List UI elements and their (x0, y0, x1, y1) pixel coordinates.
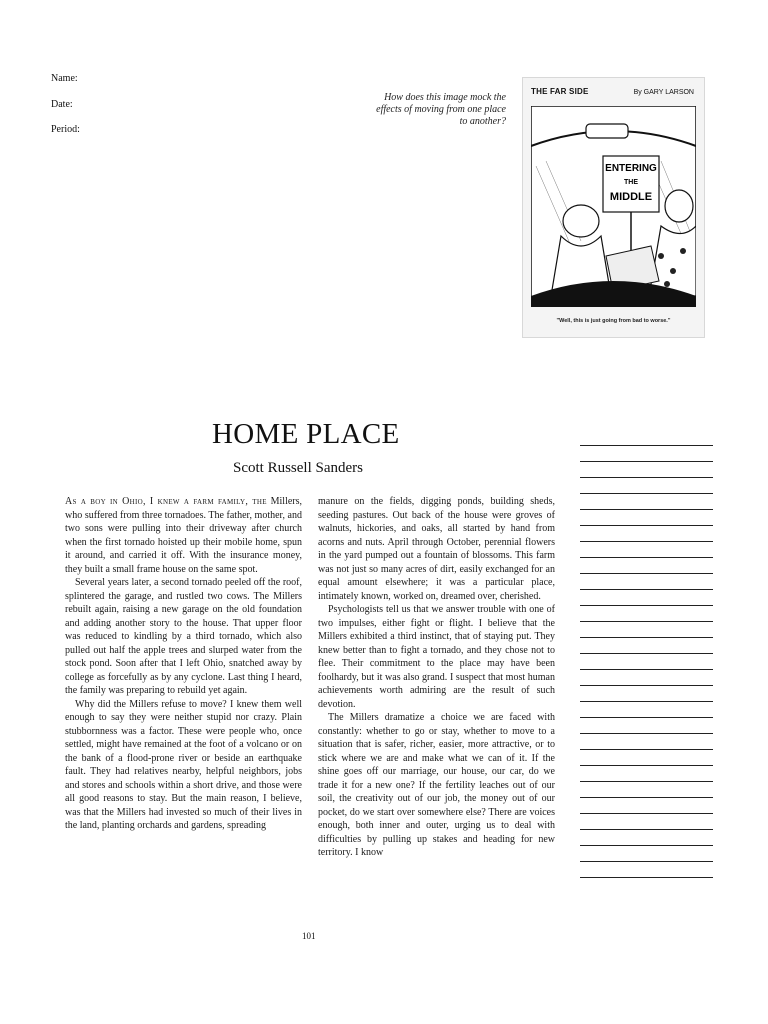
answer-line[interactable] (580, 446, 713, 462)
answer-line[interactable] (580, 606, 713, 622)
answer-line[interactable] (580, 814, 713, 830)
answer-line[interactable] (580, 622, 713, 638)
answer-line[interactable] (580, 734, 713, 750)
answer-line[interactable] (580, 830, 713, 846)
cartoon-caption: "Well, this is just going from bad to worse." (556, 318, 671, 324)
answer-line[interactable] (580, 654, 713, 670)
sign-line-1: ENTERING (605, 163, 657, 174)
article-author: Scott Russell Sanders (233, 460, 363, 476)
answer-line[interactable] (580, 526, 713, 542)
answer-line[interactable] (580, 686, 713, 702)
answer-line[interactable] (580, 590, 713, 606)
cartoon (522, 77, 705, 338)
paragraph: Several years later, a second tornado peeled off the roof, splintered the garage, and rustled two cows. The Millers rebuilt again, raising a new garage on the old foundation and adding another story to the house. That upper floor was reduced to kindling by a third tornado, which also pulled out half the apple trees and slurped water from the stock pond. Soon after that I left Ohio, snatched away by college as forcefully as by any cyclone. Last thing I heard, the family was preparing to rebuild yet again. (65, 577, 302, 696)
answer-line[interactable] (580, 862, 713, 878)
period-label: Period: (51, 124, 80, 135)
answer-line[interactable] (580, 430, 713, 446)
name-label: Name: (51, 73, 78, 84)
page-number: 101 (302, 931, 316, 941)
answer-line[interactable] (580, 670, 713, 686)
answer-line[interactable] (580, 718, 713, 734)
answer-line[interactable] (580, 462, 713, 478)
paragraph: The Millers dramatize a choice we are faced with constantly: whether to go or stay, whether to move to a situation that is safer, richer, easier, more attractive, or to stick where we are and make what we can of it. If the shine goes off our marriage, our house, our car, do we trade it for a new one? If the fertility leaches out of our soil, the creativity out of our job, the money out of our pocket, do we start over somewhere else? There are voices enough, both inner and outer, urging us to deal with difficulties by pulling up stakes and heading for new territory. I know (318, 712, 555, 858)
opening-small-caps: As a boy in Ohio, I knew a farm family, the (65, 496, 267, 507)
article-column-right (318, 495, 555, 860)
answer-line[interactable] (580, 574, 713, 590)
answer-line[interactable] (580, 510, 713, 526)
answer-line[interactable] (580, 542, 713, 558)
paragraph: Psychologists tell us that we answer trouble with one of two impulses, either fight or flight. I believe that the Millers exhibited a third instinct, that of staying put. They knew better than to fight a tornado, and they chose not to flee. Their commitment to the place may have been foolhardy, but it was also grand. I suspect that most human achievements worth admiring are the result of such devotion. (318, 604, 555, 710)
paragraph (65, 495, 302, 576)
cartoon-illustration (531, 106, 696, 307)
image-question: How does this image mock the effects of moving from one place to another? (376, 92, 506, 127)
answer-line[interactable] (580, 766, 713, 782)
article-title: HOME PLACE (212, 418, 400, 450)
answer-line[interactable] (580, 638, 713, 654)
article-column-left (65, 495, 302, 833)
date-label: Date: (51, 99, 73, 110)
answer-line[interactable] (580, 558, 713, 574)
answer-line[interactable] (580, 494, 713, 510)
paragraph: manure on the fields, digging ponds, building sheds, seeding pastures. Out back of the house were groves of walnuts, hickories, and oaks, all started by hand from acorns and nuts. April through October, perennial flowers in the yard pumped out a fountain of blossoms. This farm was not just so many acres of dirt, easily exchanged for an equal amount elsewhere; it was a particular place, intimately known, worked on, dreamed over, cherished. (318, 496, 555, 602)
paragraph: Why did the Millers refuse to move? I knew them well enough to say they were neither stupid nor crazy. Plain stubbornness was a factor. These were people who, once settled, might have remained at the foot of a volcano or on the bank of a flood-prone river or beside an earthquake fault. They had relatives nearby, helpful neighbors, jobs and stores and schools within a short drive, and those were all good reasons to stay. But the main reason, I believe, was that the Millers had invested so much of their lives in the land, planting orchards and gardens, spreading (65, 698, 302, 831)
paragraph-text: Millers, who suffered from three tornadoes. The father, mother, and two sons were pulling into their driveway after church when the first tornado hoisted up their mobile home, spun it around, and carried it off. With the insurance money, they built a small frame house on the same spot. (65, 496, 303, 575)
sign-line-3: MIDDLE (609, 191, 653, 203)
answer-line[interactable] (580, 798, 713, 814)
notes-lines (580, 430, 713, 878)
answer-line[interactable] (580, 782, 713, 798)
answer-line[interactable] (580, 478, 713, 494)
answer-line[interactable] (580, 846, 713, 862)
answer-line[interactable] (580, 702, 713, 718)
sign-line-2: THE (624, 179, 638, 186)
answer-line[interactable] (580, 750, 713, 766)
cartoon-title: THE FAR SIDE (531, 87, 589, 96)
cartoon-byline: By GARY LARSON (633, 89, 694, 96)
